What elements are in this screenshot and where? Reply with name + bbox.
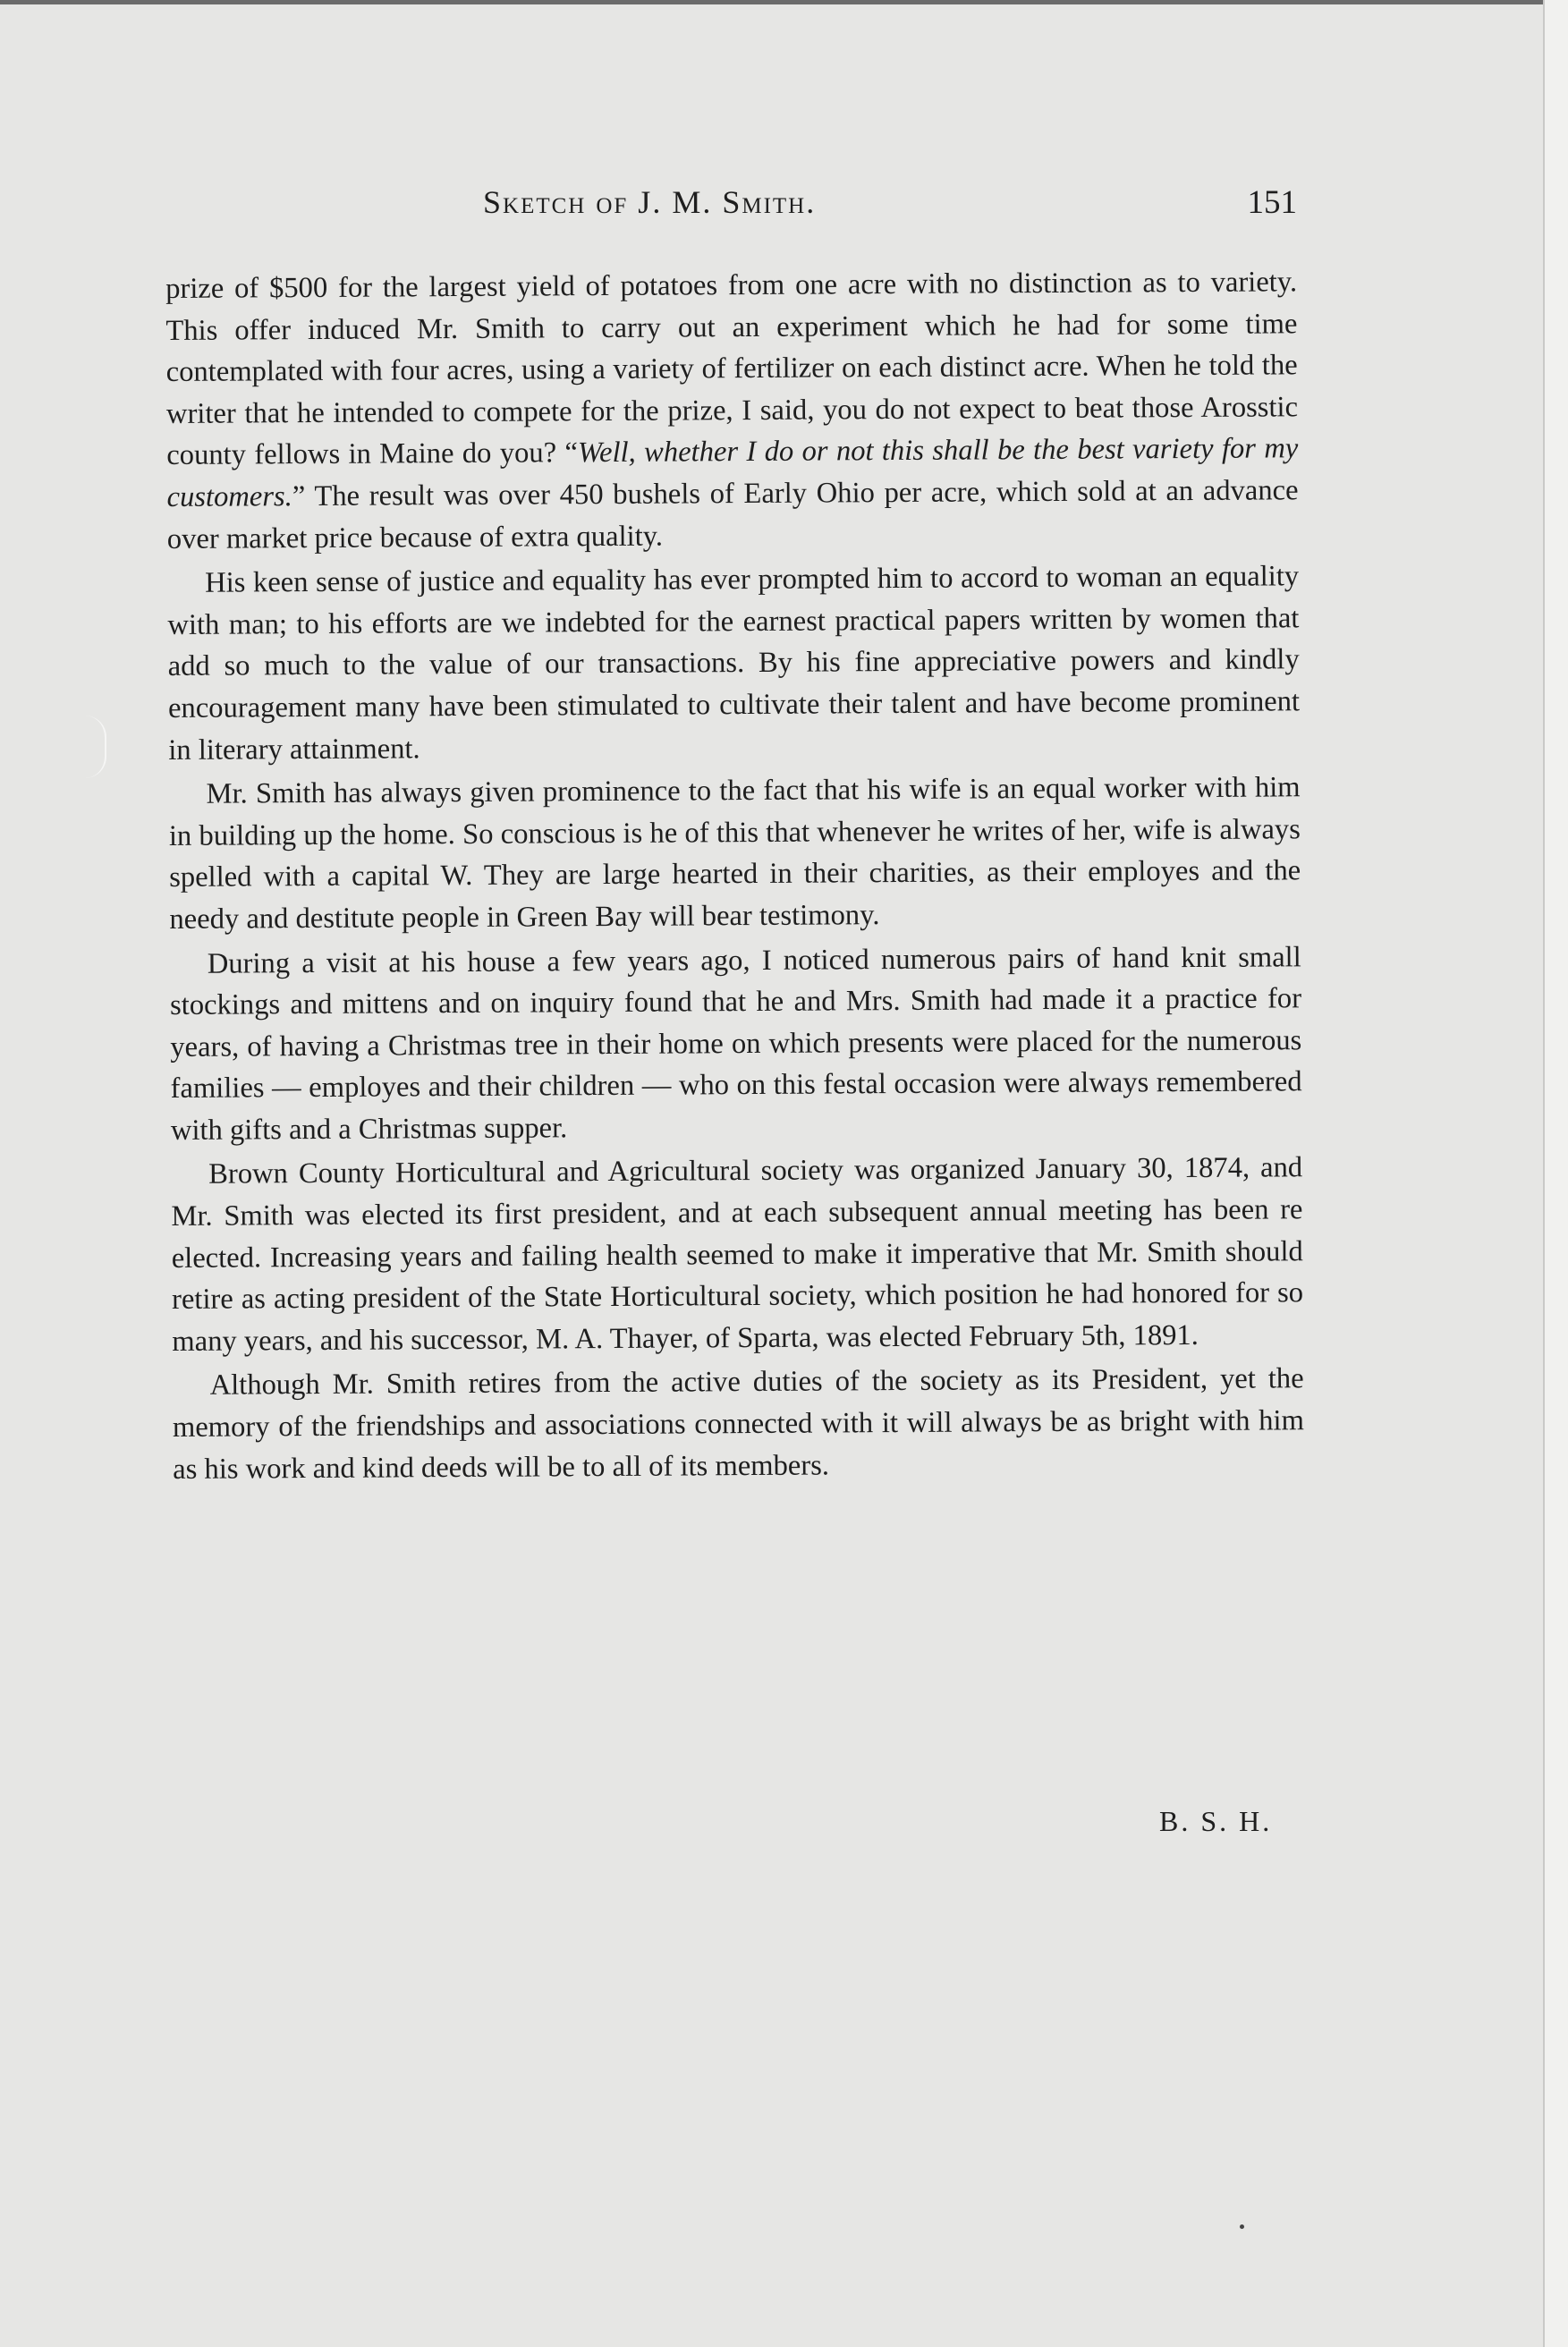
page-edge	[1543, 0, 1568, 2347]
top-scan-edge	[0, 0, 1543, 4]
paragraph-3: Mr. Smith has always given prominence to the fact that his wife is an equal worker with him in building up the home. So conscious is he of this that whenever he writes of her, wife is always spelled with a capital W. They are large hearted in their charities, as their employes and the needy and destitute people in Green Bay will bear testimony.	[168, 771, 1301, 936]
paragraph-2: His keen sense of justice and equality has ever prompted him to accord to woman an equality with man; to his efforts are we indebted for the earnest practical papers written by women that add so much to the value of our transactions. By his fine appreciative powers and kindly encouragement many have been stimulated to cultivate their talent and have become prominent in literary attainment.	[167, 560, 1301, 767]
running-title: Sketch of J. M. Smith.	[483, 184, 817, 220]
paragraph-5: Brown County Horticultural and Agricultural society was organized January 30, 1874, and Mr. Smith was elected its first president, and at each subsequent annual meeting has been re elected. Increasing years and failing health seemed to make it imperative that Mr. Smith should retire as acting president of the State Horticultural society, which position he had honored for so many years, and his successor, M. A. Thayer, of Sparta, was elected February 5th, 1891.	[171, 1151, 1304, 1358]
paragraph-6: Although Mr. Smith retires from the active duties of the society as its President, yet the memory of the friendships and associations connected with it will always be as bright with him as his work and kind deeds will be to all of its members.	[172, 1362, 1305, 1486]
paragraph-1-text-end: ” The result was over 450 bushels of Early Ohio per acre, which sold at an advance over market price because of extra quality.	[166, 474, 1299, 555]
body-text	[165, 261, 1304, 1493]
ink-speck	[1240, 2224, 1244, 2229]
paragraph-1-text: prize of $500 for the largest yield of potatoes from one acre with no distinction as to variety. This offer induced Mr. Smith to carry out an experiment which he had for some time contemplated with four acres, using a variety of fertilizer on each distinct acre. When he told the writer that he intended to compete for the prize, I said, you do not expect to beat those Arosstic county fellows in Maine do you? “	[165, 266, 1299, 472]
paragraph-4: During a visit at his house a few years ago, I noticed numerous pairs of hand knit small stockings and mittens and on inquiry found that he and Mrs. Smith had made it a practice for years, of having a Christmas tree in their home on which presents were placed for the numerous families — employes and their children — who on this festal occasion were always remembered with gifts and a Christmas supper.	[169, 940, 1302, 1147]
paragraph-1	[165, 261, 1299, 560]
running-head	[165, 183, 1297, 237]
author-initials: B. S. H.	[1159, 1805, 1273, 1837]
page-number: 151	[1247, 184, 1297, 221]
quoted-remark: Well, whether I do or not this shall be the best variety for my customers.	[166, 432, 1299, 513]
scan-mark	[85, 716, 106, 778]
